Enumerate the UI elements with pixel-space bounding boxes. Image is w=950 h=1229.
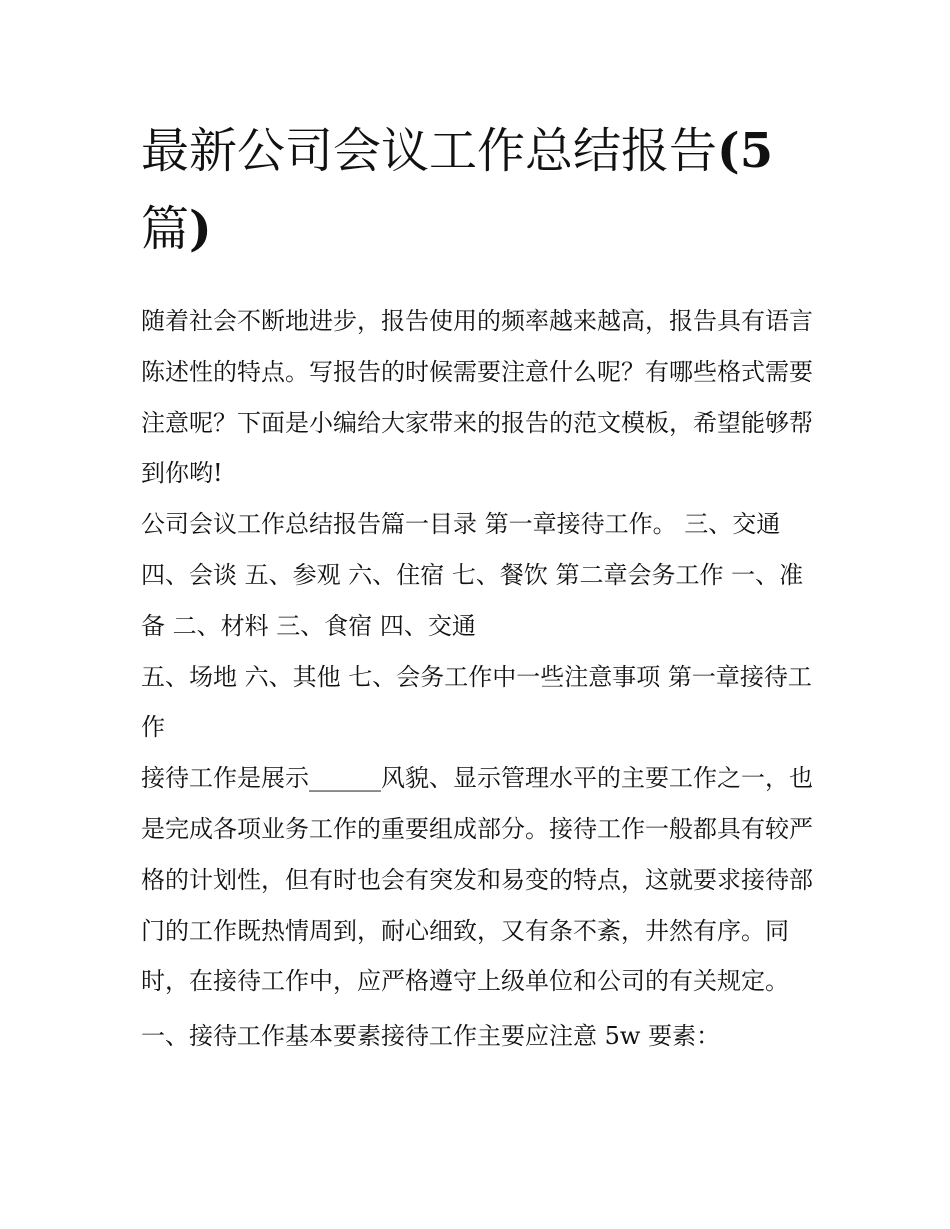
toc-continued-paragraph: 五、场地 六、其他 七、会务工作中一些注意事项 第一章接待工作 — [141, 662, 812, 742]
reception-paragraph: 接待工作是展示______风貌、显示管理水平的主要工作之一，也是完成各项业务工作的重要组成部分。接待工作一般都具有较严格的计划性，但有时也会有突发和易变的特点，这就要求接待部门的工作既热情周到，耐心细致，又有条不紊，井然有序。同时，在接待工作中，应严格遵守上级单位和公司的有关规定。 — [141, 764, 813, 996]
title-suffix-open: (5 — [717, 123, 774, 179]
intro-paragraph: 随着社会不断地进步，报告使用的频率越来越高，报告具有语言陈述性的特点。写报告的时候需要注意什么呢？有哪些格式需要注意呢？下面是小编给大家带来的报告的范文模板，希望能够帮到你哟! — [141, 307, 813, 488]
title-word: 篇 — [141, 201, 190, 257]
title-main: 最新公司会议工作总结报告 — [141, 123, 718, 179]
section-one-heading: 一、接待工作基本要素接待工作主要应注意 5w 要素： — [141, 1022, 721, 1051]
title-suffix-close: ) — [189, 201, 212, 257]
document-body — [141, 112, 813, 1062]
document-title — [141, 112, 813, 268]
toc-paragraph: 公司会议工作总结报告篇一目录 第一章接待工作。 三、交通四、会谈 五、参观 六、住宿 七、餐饮 第二章会务工作 一、准备 二、材料 三、食宿 四、交通 — [141, 510, 804, 640]
